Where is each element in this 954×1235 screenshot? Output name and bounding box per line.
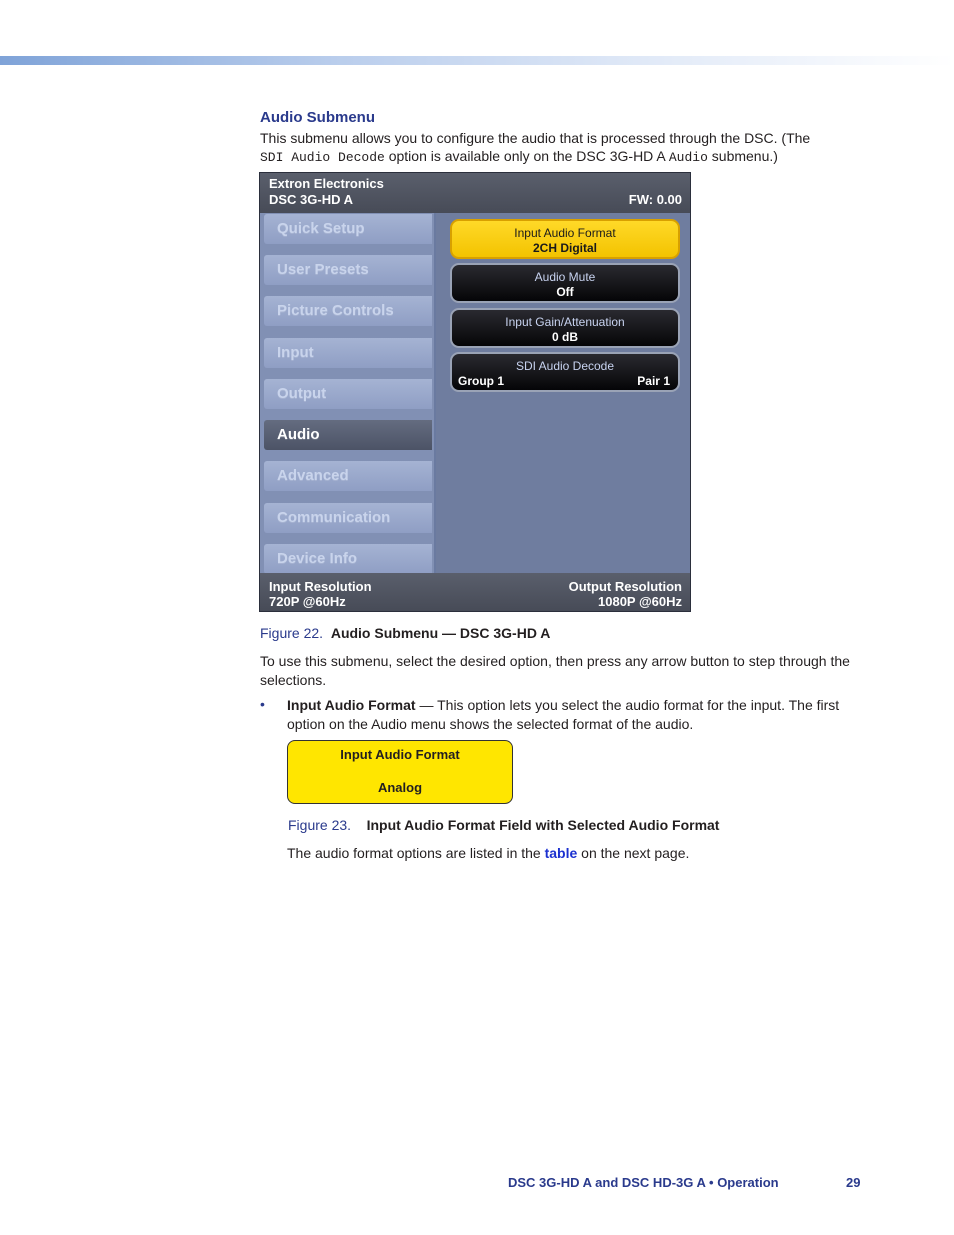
osd-menu: [260, 213, 434, 573]
input-resolution-value: 720P @60Hz: [269, 594, 346, 609]
option-value: Off: [556, 285, 574, 299]
option-sdi-audio-decode[interactable]: [450, 352, 680, 392]
option-value: 0 dB: [551, 330, 578, 344]
figure-number: Figure 22.: [260, 625, 324, 641]
figure-number: Figure 23.: [288, 817, 352, 833]
intro-code-audio: Audio: [668, 150, 708, 165]
field-title: Input Audio Format: [340, 747, 460, 762]
figure-title: Input Audio Format Field with Selected Audio Format: [366, 817, 720, 833]
footer-doc-title: DSC 3G-HD A and DSC HD-3G A • Operation: [508, 1175, 779, 1190]
osd-screenshot: [259, 172, 691, 612]
osd-header: [260, 173, 690, 213]
bullet-text: — This option lets you select the audio format for the input. The first option on the Audio menu shows the selected format of the audio.: [287, 697, 840, 732]
osd-model: DSC 3G-HD A: [269, 192, 354, 207]
menu-item-picture-controls[interactable]: Picture Controls: [264, 296, 432, 326]
option-value: 2CH Digital: [532, 241, 597, 255]
menu-item-communication[interactable]: Communication: [264, 503, 432, 533]
osd-brand: Extron Electronics: [269, 176, 384, 191]
menu-item-quick-setup[interactable]: Quick Setup: [264, 214, 432, 244]
output-resolution-value: 1080P @60Hz: [598, 594, 682, 609]
option-title: Audio Mute: [534, 270, 596, 284]
menu-item-audio[interactable]: Audio: [264, 420, 432, 450]
bullet-paragraph: [287, 696, 867, 734]
option-value-pair: Pair 1: [637, 374, 670, 388]
input-resolution-label: Input Resolution: [269, 579, 372, 594]
note-paragraph: [287, 844, 867, 863]
option-input-audio-format[interactable]: [450, 219, 680, 259]
option-title: Input Gain/Attenuation: [505, 315, 625, 329]
intro-text-a: This submenu allows you to configure the audio that is processed through the DSC. (The: [260, 130, 811, 146]
figure-title: Audio Submenu — DSC 3G-HD A: [330, 625, 551, 641]
note-after: on the next page.: [577, 845, 690, 861]
field-value: Analog: [377, 780, 423, 795]
intro-code-sdi: SDI Audio Decode: [260, 150, 385, 165]
output-resolution-label: Output Resolution: [568, 579, 682, 594]
figure-22-caption: [260, 625, 550, 641]
intro-paragraph: [260, 129, 870, 167]
osd-options-panel: [436, 213, 690, 573]
intro-text-c: submenu.): [707, 148, 778, 164]
header-band: [0, 56, 954, 65]
section-title: Audio Submenu: [260, 109, 375, 126]
figure-23-caption: [288, 817, 719, 833]
osd-footer: [260, 573, 690, 611]
bullet-marker: •: [260, 696, 265, 712]
menu-item-output[interactable]: Output: [264, 379, 432, 409]
option-audio-mute[interactable]: [450, 263, 680, 303]
menu-item-user-presets[interactable]: User Presets: [264, 255, 432, 285]
bullet-term: Input Audio Format: [287, 697, 416, 713]
intro-text-b: option is available only on the DSC 3G-HD A: [384, 148, 669, 164]
input-audio-format-field: [287, 740, 513, 804]
menu-item-input[interactable]: Input: [264, 338, 432, 368]
table-link[interactable]: table: [544, 845, 578, 861]
option-title: Input Audio Format: [514, 226, 616, 240]
option-title: SDI Audio Decode: [515, 359, 615, 373]
option-value-group: Group 1: [458, 374, 505, 388]
note-before: The audio format options are listed in the: [287, 845, 545, 861]
option-input-gain[interactable]: [450, 308, 680, 348]
osd-firmware: FW: 0.00: [628, 192, 682, 207]
instructions-paragraph: To use this submenu, select the desired option, then press any arrow button to step through the selections.: [260, 653, 850, 688]
menu-item-advanced[interactable]: Advanced: [264, 461, 432, 491]
page-number: 29: [846, 1175, 861, 1190]
menu-item-device-info[interactable]: Device Info: [264, 544, 432, 574]
